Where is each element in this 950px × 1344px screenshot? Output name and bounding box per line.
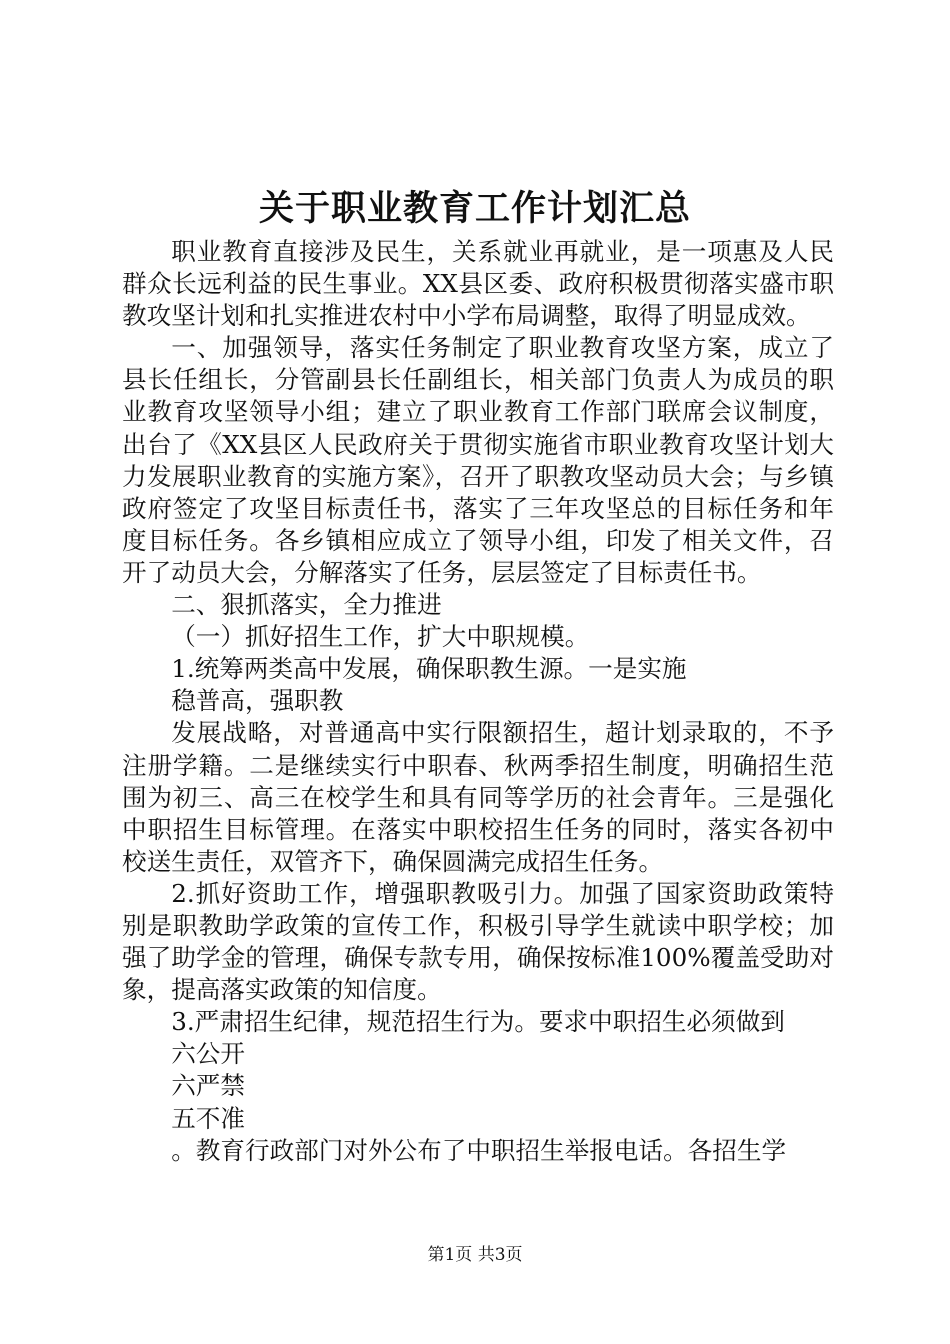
paragraph-item-1-quote: 稳普高，强职教: [171, 686, 344, 716]
heading-section-2: 二、狠抓落实，全力推进: [171, 590, 442, 620]
document-body: [122, 236, 834, 1167]
paragraph-item-3-quote-3: 五不准: [171, 1103, 245, 1133]
heading-subsection-1: （一）抓好招生工作，扩大中职规模。: [171, 622, 590, 652]
paragraph-item-3-lead: 3.严肃招生纪律，规范招生行为。要求中职招生必须做到: [171, 1007, 785, 1037]
paragraph-intro: 职业教育直接涉及民生，关系就业再就业，是一项惠及人民群众长远利益的民生事业。XX县区委、政府积极贯彻落实盛市职教攻坚计划和扎实推进农村中小学布局调整，取得了明显成效。: [122, 237, 834, 331]
document-title: 关于职业教育工作计划汇总: [258, 188, 691, 229]
paragraph-item-3-quote-2: 六严禁: [171, 1071, 245, 1101]
paragraph-section-1: 一、加强领导，落实任务制定了职业教育攻坚方案，成立了县长任组长，分管副县长任副组长，相关部门负责人为成员的职业教育攻坚领导小组；建立了职业教育工作部门联席会议制度，出台了《XX县区人民政府关于贯彻实施省市职业教育攻坚计划大力发展职业教育的实施方案》，召开了职教攻坚动员大会；与乡镇政府签定了攻坚目标责任书，落实了三年攻坚总的目标任务和年度目标任务。各乡镇相应成立了领导小组，印发了相关文件，召开了动员大会，分解落实了任务，层层签定了目标责任书。: [122, 333, 834, 587]
paragraph-item-3-quote-1: 六公开: [171, 1039, 245, 1069]
paragraph-item-1-lead: 1.统筹两类高中发展，确保职教生源。一是实施: [171, 654, 687, 684]
paragraph-item-2: 2.抓好资助工作，增强职教吸引力。加强了国家资助政策特别是职教助学政策的宣传工作，积极引导学生就读中职学校；加强了助学金的管理，确保专款专用，确保按标准100%覆盖受助对象，提高落实政策的知信度。: [122, 878, 834, 1005]
paragraph-item-3-body: 。教育行政部门对外公布了中职招生举报电话。各招生学: [171, 1135, 787, 1165]
paragraph-item-1-body: 发展战略，对普通高中实行限额招生，超计划录取的，不予注册学籍。二是继续实行中职春、秋两季招生制度，明确招生范围为初三、高三在校学生和具有同等学历的社会青年。三是强化中职招生目标管理。在落实中职校招生任务的同时，落实各初中校送生责任，双管齐下，确保圆满完成招生任务。: [122, 718, 834, 876]
page-number-footer: 第1页 共3页: [427, 1245, 523, 1265]
